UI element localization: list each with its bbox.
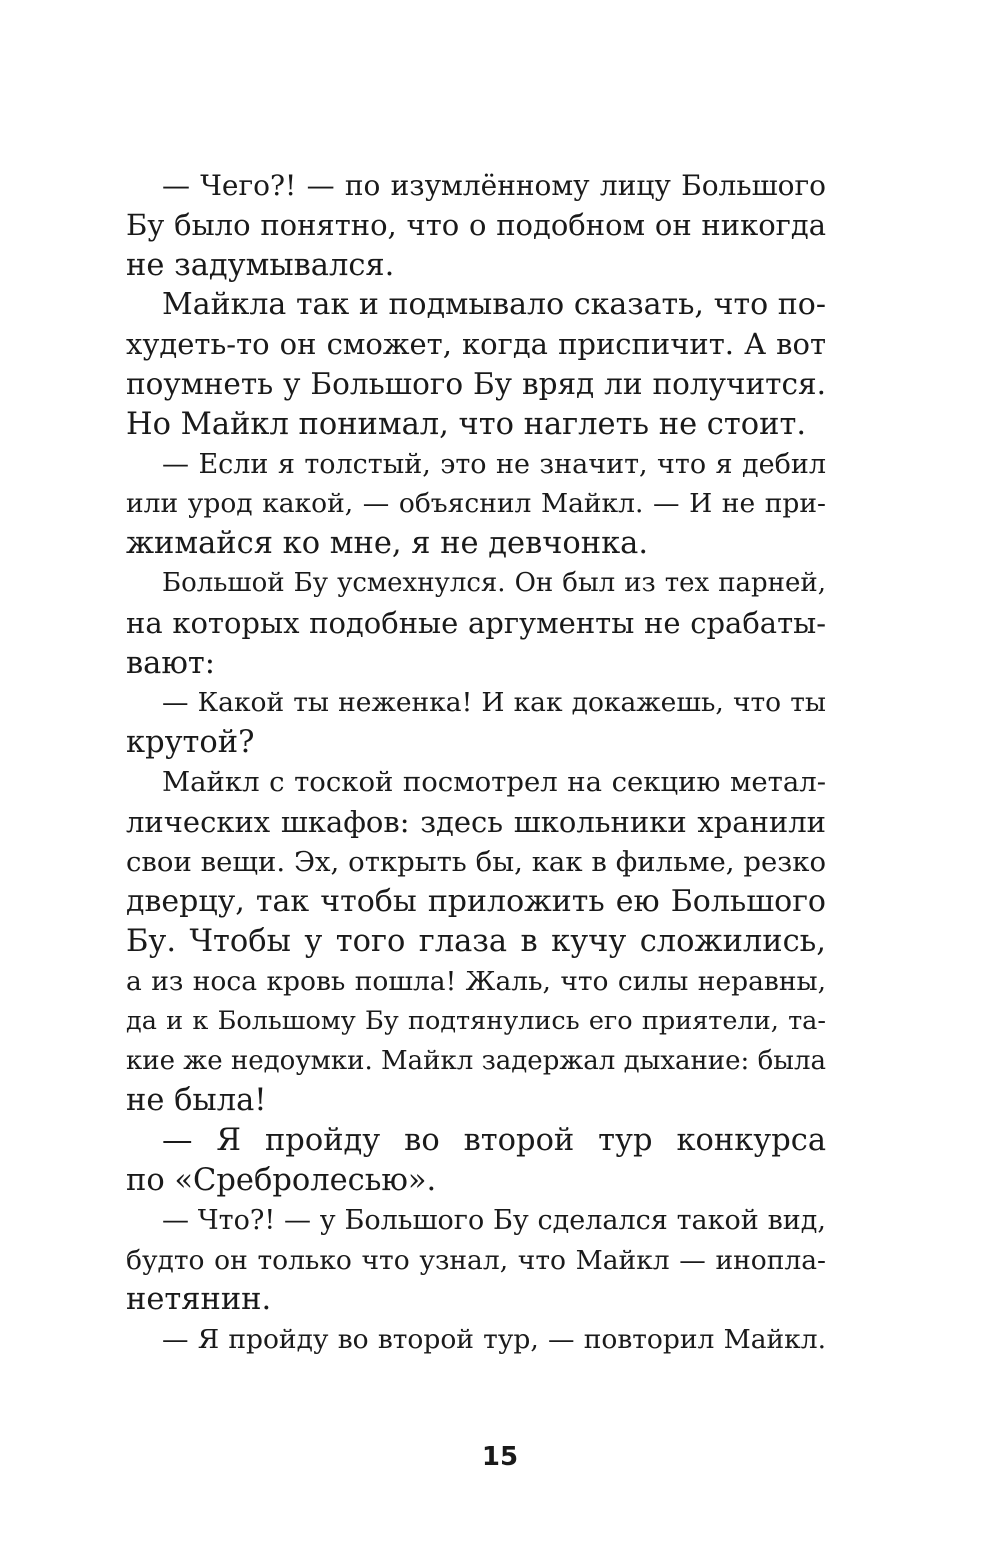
text-line: Большой Бу усмехнулся. Он был из тех парней, (162, 567, 826, 598)
text-line: на которых подобные аргументы не срабаты- (126, 605, 826, 640)
text-line: свои вещи. Эх, открыть бы, как в фильме, резко (126, 845, 826, 878)
text-line: будто он только что узнал, что Майкл — инопла- (126, 1244, 826, 1276)
body-text (126, 166, 826, 1360)
text-line: Но Майкл понимал, что наглеть не стоит. (126, 406, 807, 442)
text-line: кие же недоумки. Майкл задержал дыхание: была (126, 1045, 826, 1076)
text-line: — Чего?! — по изумлённому лицу Большого (162, 169, 826, 202)
text-line: по «Сребролесью». (126, 1162, 437, 1198)
text-line: — Я пройду во второй тур, — повторил Майкл. (162, 1324, 826, 1356)
text-line: — Если я толстый, это не значит, что я дебил (162, 448, 826, 480)
text-line: вают: (126, 645, 216, 681)
text-line: или урод какой, — объяснил Майкл. — И не при- (126, 488, 826, 520)
text-line: Бу было понятно, что о подобном он никогда (126, 207, 826, 242)
text-line: не была! (126, 1083, 267, 1119)
text-line: Бу. Чтобы у того глаза в кучу сложились, (126, 924, 826, 960)
text-line: нетянин. (126, 1282, 272, 1318)
text-line: худеть-то он сможет, когда приспичит. А вот (126, 327, 826, 362)
page-number: 15 (481, 1442, 519, 1472)
text-line: — Какой ты неженка! И как докажешь, что ты (162, 687, 826, 719)
text-line: жимайся ко мне, я не девчонка. (126, 526, 649, 562)
text-line: да и к Большому Бу подтянулись его приятели, та- (126, 1005, 826, 1036)
text-line: крутой? (126, 725, 255, 761)
text-line: поумнеть у Большого Бу вряд ли получится. (126, 366, 826, 401)
text-line: а из носа кровь пошла! Жаль, что силы неравны, (126, 965, 826, 997)
text-line: не задумывался. (126, 247, 395, 283)
text-line: Майкл с тоской посмотрел на секцию метал- (162, 765, 826, 798)
text-line: — Что?! — у Большого Бу сделался такой вид, (162, 1204, 826, 1236)
text-line: лических шкафов: здесь школьники хранили (126, 804, 826, 839)
text-line: дверцу, так чтобы приложить ею Большого (126, 884, 826, 920)
text-line: — Я пройду во второй тур конкурса (162, 1123, 826, 1159)
text-line: Майкла так и подмывало сказать, что по- (162, 287, 826, 323)
